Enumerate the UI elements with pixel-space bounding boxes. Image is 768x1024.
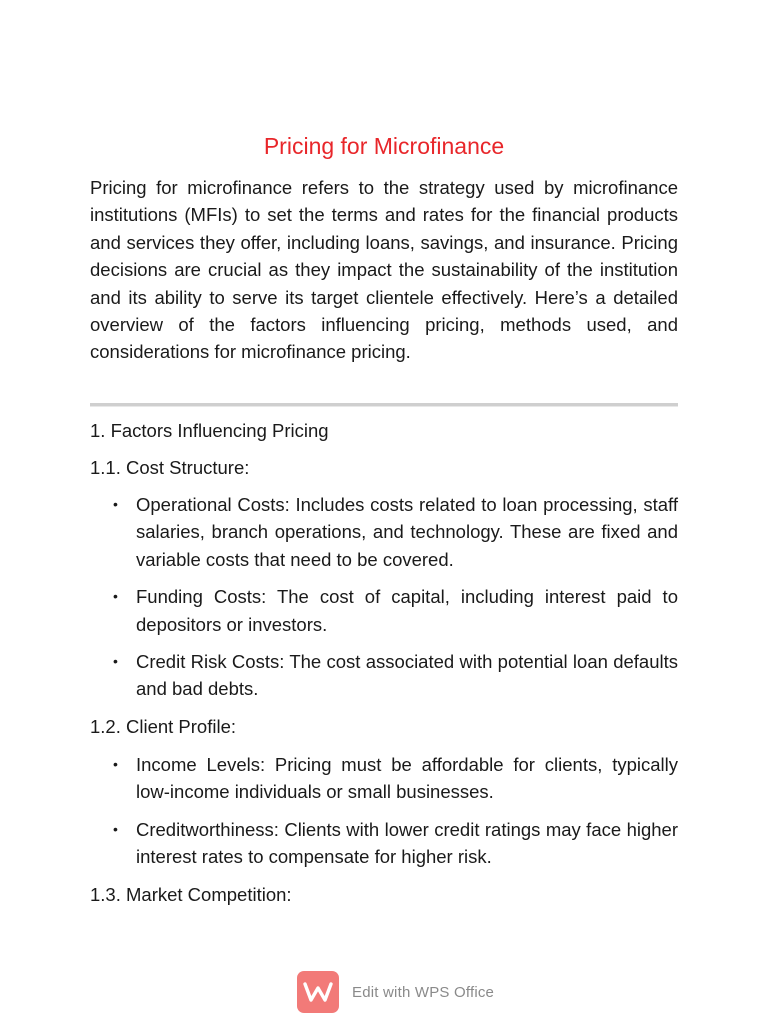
intro-sentence: Pricing decisions are crucial as they impact the sustainability of the institution and its ability to serve its target clientele effectively. [90,231,678,308]
list-item [90,491,678,573]
item-text: Includes costs related to loan processing, staff salaries, branch operations, and technology. These are fixed and variable costs that need to be covered. [136,494,678,570]
item-term: Creditworthiness: [136,818,279,840]
cost-structure-list [90,491,678,713]
bullet-icon: • [113,653,118,670]
item-term: Funding Costs: [136,586,267,608]
intro-sentence: Here’s a detailed overview of the factors influencing pricing, methods used, and considerations for microfinance pricing. [90,286,678,363]
item-text: Pricing must be affordable for clients, typically low-income individuals or small businesses. [136,754,678,803]
document-title: Pricing for Microfinance [263,133,505,159]
wps-edit-label: Edit with WPS Office [352,983,495,1001]
item-text: Clients with lower credit ratings may face higher interest rates to compensate for higher risk. [136,818,678,868]
subsection-heading-cost-structure: 1.1. Cost Structure: [90,457,250,478]
wps-edit-link[interactable] [297,969,494,1015]
bullet-icon: • [113,820,118,837]
item-term: Credit Risk Costs: [136,651,285,673]
item-text: The cost of capital, including interest paid to depositors or investors. [136,586,678,635]
section-divider [90,403,678,407]
wps-w-glyph-icon [303,981,333,1003]
list-item [90,583,678,638]
client-profile-list [90,751,678,881]
list-item [90,648,678,703]
wps-office-logo-icon [297,971,339,1013]
item-text: The cost associated with potential loan defaults and bad debts. [136,651,679,700]
item-term: Operational Costs: [136,494,290,515]
item-term: Income Levels: [136,754,266,775]
bullet-icon: • [113,588,118,605]
subsection-heading-client-profile: 1.2. Client Profile: [90,716,237,737]
list-item [90,816,678,871]
intro-term: Pricing for microfinance [90,177,293,198]
list-item [90,751,678,806]
intro-paragraph [90,174,678,366]
intro-sentence: refers to the strategy used by microfinance institutions (MFIs) to set the terms and rates for the financial products and services they offer, including loans, savings, and insurance. [90,177,678,253]
section-heading-factors: 1. Factors Influencing Pricing [90,420,329,441]
bullet-icon: • [113,756,118,772]
subsection-heading-market-competition: 1.3. Market Competition: [90,884,292,905]
bullet-icon: • [113,496,118,512]
